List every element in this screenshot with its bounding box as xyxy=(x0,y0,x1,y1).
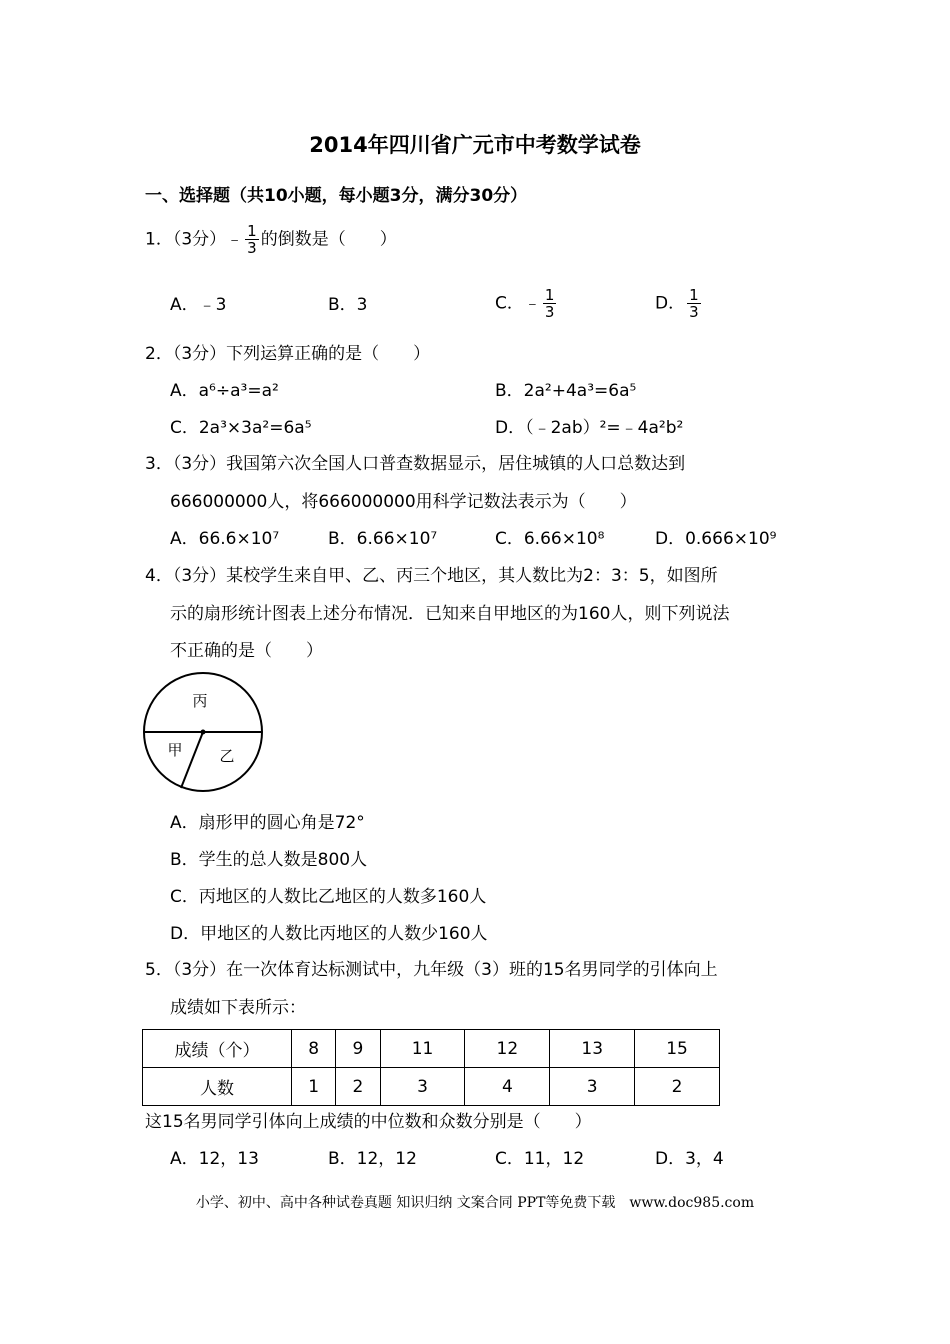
fraction-denominator: 3 xyxy=(689,303,699,321)
table-cell: 2 xyxy=(635,1068,720,1106)
option-a: A．扇形甲的圆心角是72° xyxy=(170,813,365,833)
option-b: B．12，12 xyxy=(328,1149,417,1169)
pie-divider-radius xyxy=(181,732,203,788)
option-d xyxy=(655,287,703,320)
option-a: A．66.6×10⁷ xyxy=(170,529,280,549)
table-cell: 9 xyxy=(336,1030,380,1068)
option-d: D．（﹣2ab）²=﹣4a²b² xyxy=(495,418,684,438)
option-a: A．12，13 xyxy=(170,1149,259,1169)
option-d: D．3，4 xyxy=(655,1149,724,1169)
question-text: 的倒数是（ ） xyxy=(260,229,397,250)
section-header: 一、选择题（共10小题，每小题3分，满分30分） xyxy=(145,186,528,206)
option-a: A．a⁶÷a³=a² xyxy=(170,381,279,401)
option-b: B．学生的总人数是800人 xyxy=(170,850,368,870)
question-3-line1: 3．（3分）我国第六次全国人口普查数据显示，居住城镇的人口总数达到 xyxy=(145,454,686,474)
pie-label-yi: 乙 xyxy=(219,747,235,765)
table-cell: 12 xyxy=(465,1030,550,1068)
table-cell: 1 xyxy=(292,1068,336,1106)
question-5-line1: 5．（3分）在一次体育达标测试中，九年级（3）班的15名男同学的引体向上 xyxy=(145,960,718,980)
score-table xyxy=(142,1029,720,1106)
question-2-stem: 2．（3分）下列运算正确的是（ ） xyxy=(145,344,431,364)
table-cell: 11 xyxy=(380,1030,465,1068)
option-b: B．3 xyxy=(328,295,368,315)
option-c xyxy=(495,287,558,320)
option-c: C．6.66×10⁸ xyxy=(495,529,605,549)
fraction-numerator: 1 xyxy=(689,286,699,304)
footer-text: 小学、初中、高中各种试卷真题 知识归纳 文案合同 PPT等免费下载 www.doc985.com xyxy=(195,1195,755,1211)
question-5-line2: 成绩如下表所示： xyxy=(170,998,306,1018)
minus-sign: ﹣ xyxy=(226,229,244,250)
question-4-line2: 示的扇形统计图表上述分布情况．已知来自甲地区的为160人，则下列说法 xyxy=(170,604,730,624)
table-cell: 15 xyxy=(635,1030,720,1068)
table-header-cell: 成绩（个） xyxy=(143,1030,292,1068)
option-b: B．2a²+4a³=6a⁵ xyxy=(495,381,637,401)
question-3-line2: 666000000人，将666000000用科学记数法表示为（ ） xyxy=(170,492,637,512)
pie-label-jia: 甲 xyxy=(167,741,183,759)
option-c-prefix: C．﹣ xyxy=(495,293,541,314)
pie-chart-figure xyxy=(140,672,268,794)
option-c: C．11，12 xyxy=(495,1149,585,1169)
option-d: D．甲地区的人数比丙地区的人数少160人 xyxy=(170,924,488,944)
option-a: A．﹣3 xyxy=(170,295,227,315)
table-header-cell: 人数 xyxy=(143,1068,292,1106)
fraction xyxy=(245,223,259,256)
fraction-numerator: 1 xyxy=(544,286,555,304)
pie-center xyxy=(201,730,206,735)
option-c: C．2a³×3a²=6a⁵ xyxy=(170,418,312,438)
option-d-prefix: D． xyxy=(655,293,686,314)
question-number: 1． xyxy=(145,229,173,250)
option-c: C．丙地区的人数比乙地区的人数多160人 xyxy=(170,887,487,907)
table-cell: 3 xyxy=(380,1068,465,1106)
fraction-numerator: 1 xyxy=(247,222,257,240)
table-cell: 13 xyxy=(550,1030,635,1068)
fraction-denominator: 3 xyxy=(247,239,257,257)
option-d: D．0.666×10⁹ xyxy=(655,529,777,549)
table-row xyxy=(143,1030,720,1068)
question-score: （3分） xyxy=(172,229,227,250)
page-title: 2014年四川省广元市中考数学试卷 xyxy=(309,133,641,157)
fraction xyxy=(543,287,557,320)
question-5-prompt: 这15名男同学引体向上成绩的中位数和众数分别是（ ） xyxy=(145,1112,592,1132)
table-cell: 4 xyxy=(465,1068,550,1106)
table-row xyxy=(143,1068,720,1106)
question-4-line3: 不正确的是（ ） xyxy=(170,641,323,661)
question-1-stem xyxy=(145,223,397,256)
option-b: B．6.66×10⁷ xyxy=(328,529,438,549)
pie-label-bing: 丙 xyxy=(192,692,208,710)
table-cell: 8 xyxy=(292,1030,336,1068)
table-cell: 2 xyxy=(336,1068,380,1106)
question-4-line1: 4．（3分）某校学生来自甲、乙、丙三个地区，其人数比为2：3：5，如图所 xyxy=(145,566,718,586)
fraction-denominator: 3 xyxy=(544,303,555,321)
table-cell: 3 xyxy=(550,1068,635,1106)
fraction xyxy=(687,287,701,320)
